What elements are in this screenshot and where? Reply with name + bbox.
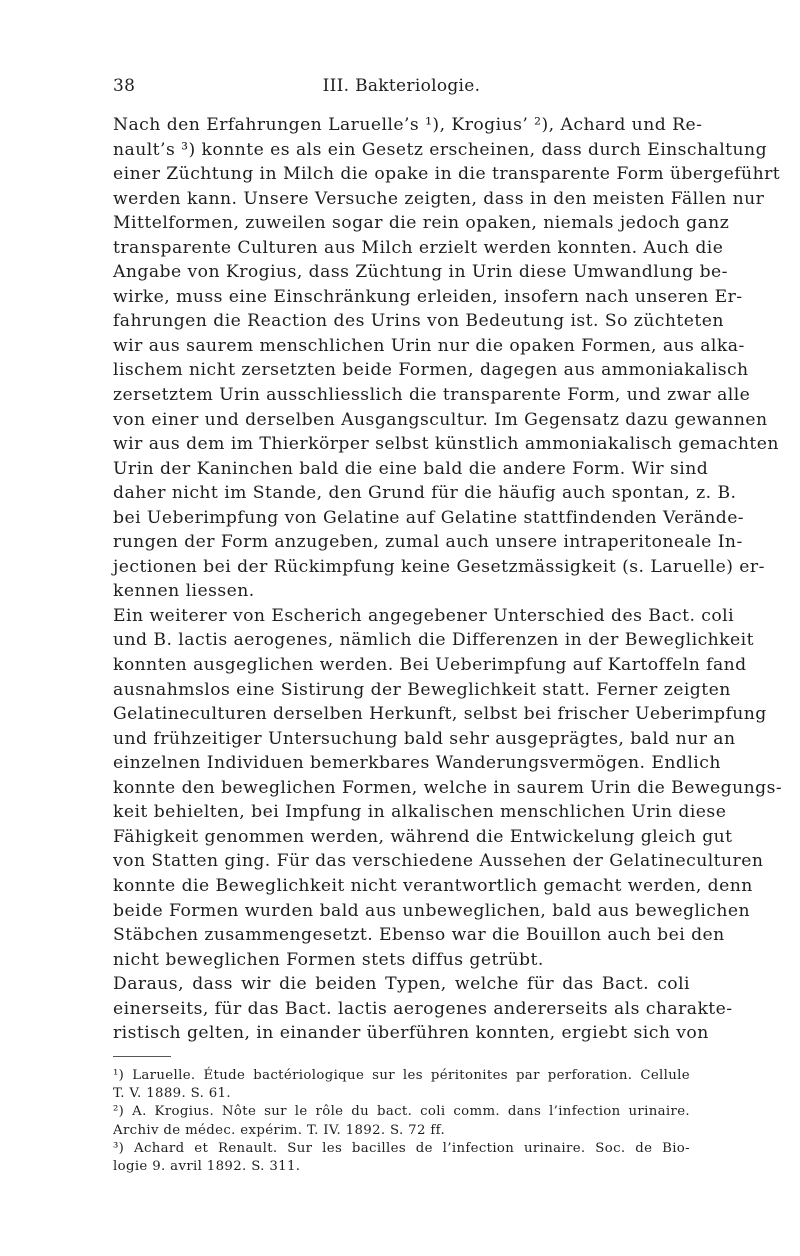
page-number: 38 <box>113 76 136 96</box>
text-line: Angabe von Krogius, dass Züchtung in Urin diese Umwandlung be- <box>113 262 728 283</box>
text-line: Ein weiterer von Escherich angegebener Unterschied des Bact. coli <box>113 605 735 626</box>
text-line: daher nicht im Stande, den Grund für die häufig auch spontan, z. B. <box>113 483 737 504</box>
text-line: wir aus saurem menschlichen Urin nur die opaken Formen, aus alka- <box>113 335 745 356</box>
text-line: kennen liessen. <box>113 581 255 602</box>
footnote-line: Archiv de médec. expérim. T. IV. 1892. S. 72 ff. <box>113 1122 446 1138</box>
text-line: ristisch gelten, in einander überführen konnten, ergiebt sich von <box>113 1023 709 1044</box>
text-line: werden kann. Unsere Versuche zeigten, dass in den meisten Fällen nur <box>113 188 765 209</box>
text-line: Mittelformen, zuweilen sogar die rein opaken, niemals jedoch ganz <box>113 213 730 234</box>
footnote-line: ¹) Laruelle. Étude bactériologique sur les péritonites par perforation. Cellule <box>113 1068 690 1083</box>
text-line: Urin der Kaninchen bald die eine bald die andere Form. Wir sind <box>113 458 709 479</box>
footnotes <box>113 1067 690 1176</box>
text-line: jectionen bei der Rückimpfung keine Gesetzmässigkeit (s. Laruelle) er- <box>113 556 765 577</box>
text-line: und frühzeitiger Untersuchung bald sehr ausgeprägtes, bald nur an <box>113 728 736 749</box>
text-line: konnte die Beweglichkeit nicht verantwortlich gemacht werden, denn <box>113 875 753 896</box>
footnote-line: ³) Achard et Renault. Sur les bacilles de l’infection urinaire. Soc. de Bio- <box>113 1140 690 1156</box>
text-line: Fähigkeit genommen werden, während die Entwickelung gleich gut <box>113 826 733 847</box>
text-line: zersetztem Urin ausschliesslich die transparente Form, und zwar alle <box>113 385 751 406</box>
text-line: ausnahmslos eine Sistirung der Beweglichkeit statt. Ferner zeigten <box>113 679 731 700</box>
text-line: wir aus dem im Thierkörper selbst künstlich ammoniakalisch gemachten <box>113 434 779 455</box>
text-line: wirke, muss eine Einschränkung erleiden, insofern nach unseren Er- <box>113 286 743 307</box>
text-line: fahrungen die Reaction des Urins von Bedeutung ist. So züchteten <box>113 311 724 332</box>
text-line: Nach den Erfahrungen Laruelle’s ¹), Krogius’ ²), Achard und Re- <box>113 115 703 135</box>
page-header <box>113 76 690 102</box>
text-line: keit behielten, bei Impfung in alkalischen menschlichen Urin diese <box>113 802 727 823</box>
body-text <box>113 113 783 1046</box>
text-line: und B. lactis aerogenes, nämlich die Differenzen in der Beweglichkeit <box>113 630 754 651</box>
text-line: nault’s ³) konnte es als ein Gesetz erscheinen, dass durch Einschaltung <box>113 139 768 160</box>
footnote-line: logie 9. avril 1892. S. 311. <box>113 1158 301 1174</box>
text-line: Stäbchen zusammengesetzt. Ebenso war die Bouillon auch bei den <box>113 925 725 946</box>
text-line: einerseits, für das Bact. lactis aerogenes andererseits als charakte- <box>113 998 733 1019</box>
text-line: einer Züchtung in Milch die opake in die transparente Form übergeführt <box>113 164 781 185</box>
text-line: beide Formen wurden bald aus unbeweglichen, bald aus beweglichen <box>113 900 751 921</box>
text-line: einzelnen Individuen bemerkbares Wanderungsvermögen. Endlich <box>113 753 721 774</box>
text-line: transparente Culturen aus Milch erzielt werden konnten. Auch die <box>113 237 724 258</box>
text-line: von einer und derselben Ausgangscultur. Im Gegensatz dazu gewannen <box>113 409 768 430</box>
text-line: konnten ausgeglichen werden. Bei Ueberimpfung auf Kartoffeln fand <box>113 655 747 676</box>
footnote-separator <box>113 1056 171 1057</box>
text-line: konnte den beweglichen Formen, welche in saurem Urin die Bewegungs- <box>113 777 783 798</box>
text-line: lischem nicht zersetzten beide Formen, dagegen aus ammoniakalisch <box>113 360 749 381</box>
text-line: nicht beweglichen Formen stets diffus getrübt. <box>113 949 544 970</box>
text-line: von Statten ging. Für das verschiedene Aussehen der Gelatineculturen <box>113 851 764 872</box>
text-line: bei Ueberimpfung von Gelatine auf Gelatine stattfindenden Verände- <box>113 507 745 528</box>
text-line: rungen der Form anzugeben, zumal auch unsere intraperitoneale In- <box>113 532 743 553</box>
footnote-line: T. V. 1889. S. 61. <box>113 1086 231 1102</box>
footnote-line: ²) A. Krogius. Nôte sur le rôle du bact. coli comm. dans l’infection urinaire. <box>113 1104 690 1120</box>
text-line: Daraus, dass wir die beiden Typen, welche für das Bact. coli <box>113 974 690 995</box>
text-line: Gelatineculturen derselben Herkunft, selbst bei frischer Ueberimpfung <box>113 704 767 725</box>
running-title: III. Bakteriologie. <box>322 76 481 96</box>
